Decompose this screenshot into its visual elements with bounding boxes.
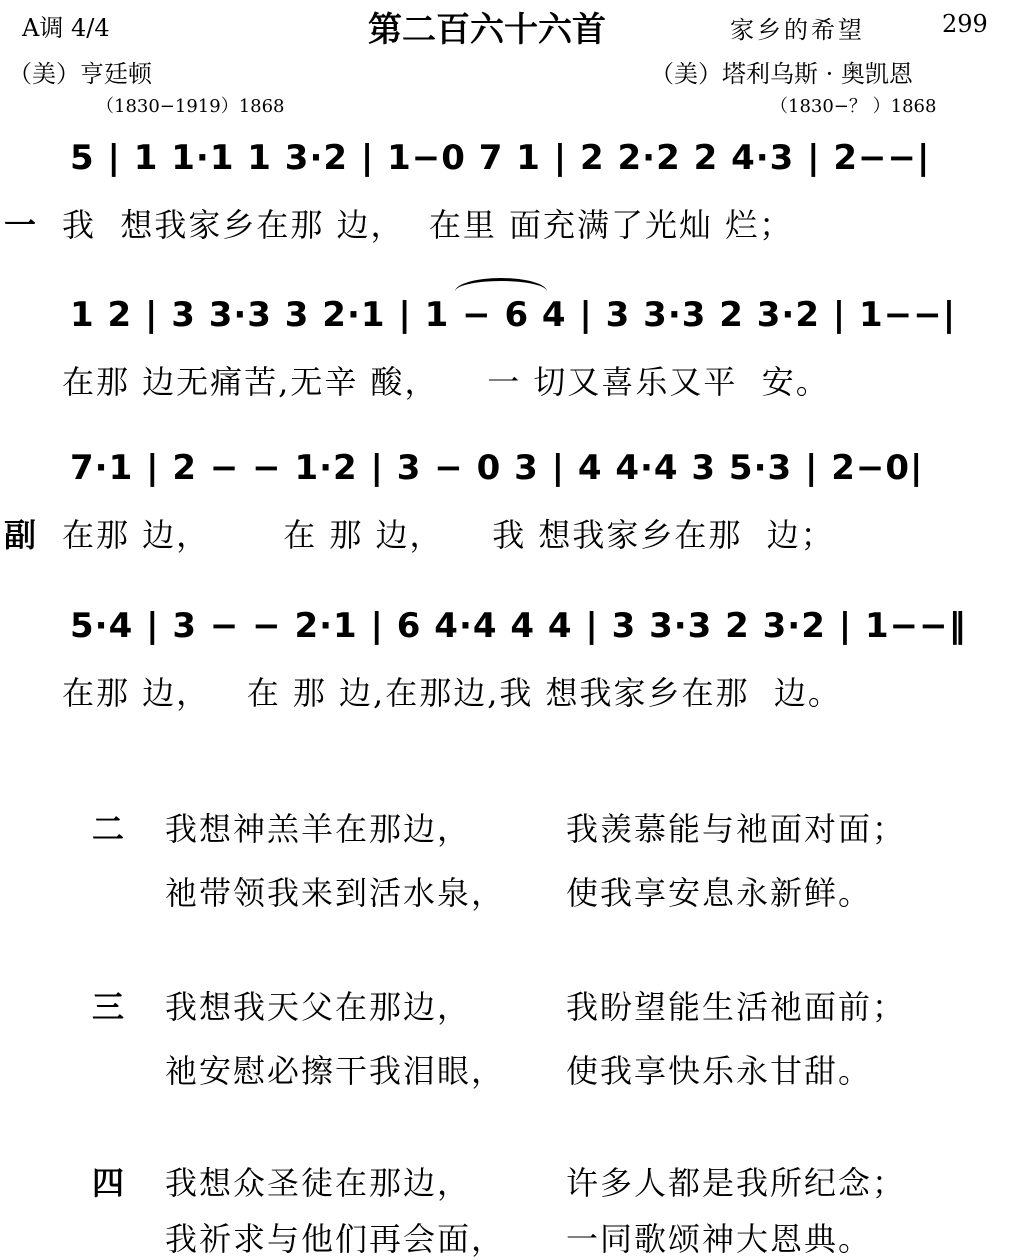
notation-line: 7·1 | 2 − − 1·2 | 3 − 0 3 | 4 4·4 3 5·3 | 2−0| — [70, 448, 924, 488]
stanza-number: 四 — [92, 1164, 125, 1202]
score-line-3 — [0, 438, 1014, 588]
lyrics-line: 在那 边无痛苦,无辛 酸， 一 切又喜乐又平 安。 — [62, 363, 830, 401]
stanza-line: 使我享快乐永甘甜。 — [566, 1052, 873, 1090]
lyrics-line: 在那 边， 在 那 边， 我 想我家乡在那 边； — [62, 516, 835, 554]
verse-label: 一 — [4, 206, 37, 244]
stanza-line: 我羡慕能与祂面对面； — [566, 810, 907, 848]
score-line-4 — [0, 596, 1014, 746]
refrain-label: 副 — [4, 516, 37, 554]
stanza-line: 祂带领我来到活水泉， — [165, 874, 506, 912]
lyricist-years: （1830−1919）1868 — [96, 96, 285, 117]
stanza-line: 一同歌颂神大恩典。 — [566, 1220, 873, 1258]
notation-line: 1 2 | 3 3·3 3 2·1 | 1 − 6 4 | 3 3·3 2 3·2 | 1−−| — [70, 295, 957, 335]
book-title: 家乡的希望 — [730, 16, 865, 44]
page-number: 299 — [942, 10, 988, 38]
stanza-line: 我祈求与他们再会面， — [165, 1220, 506, 1258]
score-line-1 — [0, 128, 1014, 278]
lyricist: （美）亨廷顿 — [8, 60, 152, 88]
stanza-line: 使我享安息永新鲜。 — [566, 874, 873, 912]
stanza-line: 我想我天父在那边， — [165, 988, 472, 1026]
stanza-line: 我盼望能生活祂面前； — [566, 988, 907, 1026]
lyrics-line: 在那 边， 在 那 边,在那边,我 想我家乡在那 边。 — [62, 674, 842, 712]
stanza-line: 我想众圣徒在那边， — [165, 1164, 472, 1202]
notation-line: 5 | 1 1·1 1 3·2 | 1−0 7 1 | 2 2·2 2 4·3 | 2−−| — [70, 138, 931, 178]
stanza-number: 二 — [92, 810, 125, 848]
stanza-line: 我想神羔羊在那边， — [165, 810, 472, 848]
hymn-title: 第二百六十六首 — [368, 10, 606, 50]
stanza-number: 三 — [92, 988, 125, 1026]
stanza-line: 祂安慰必擦干我泪眼， — [165, 1052, 506, 1090]
key-signature: A调 4/4 — [22, 14, 110, 42]
composer-years: （1830−？ ）1868 — [770, 96, 937, 117]
composer: （美）塔利乌斯 · 奥凯恩 — [650, 60, 913, 88]
lyrics-line: 我 想我家乡在那 边， 在里 面充满了光灿 烂； — [62, 206, 794, 244]
notation-line: 5·4 | 3 − − 2·1 | 6 4·4 4 4 | 3 3·3 2 3·2 | 1−−‖ — [70, 606, 967, 646]
score-line-2 — [0, 285, 1014, 435]
stanza-line: 许多人都是我所纪念； — [566, 1164, 907, 1202]
